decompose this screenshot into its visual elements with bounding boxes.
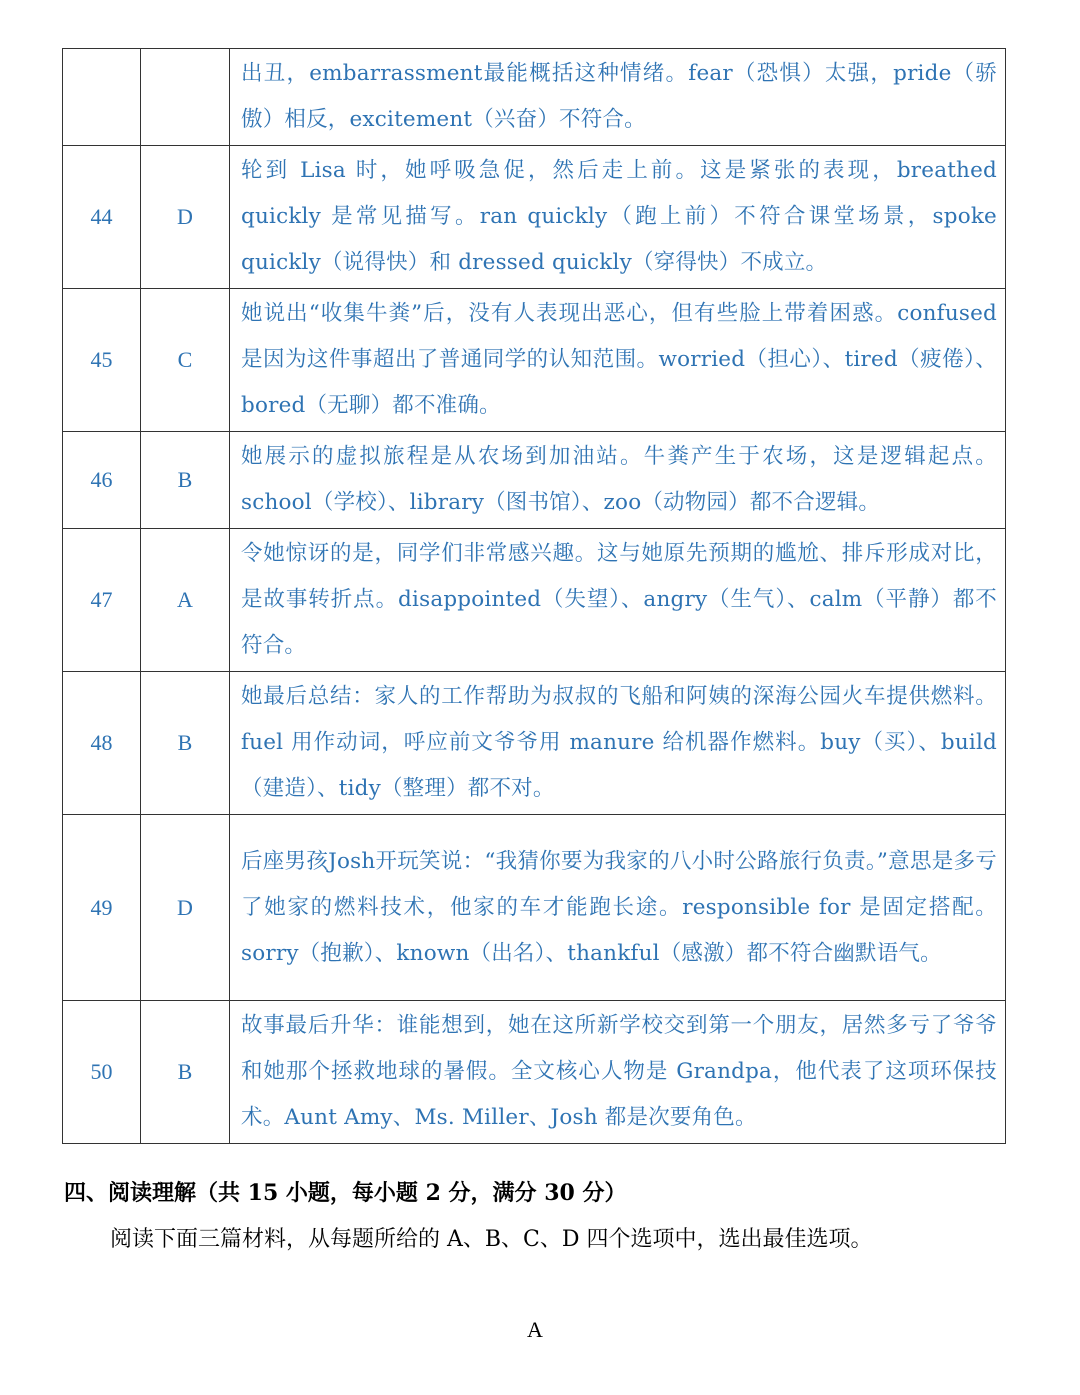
table-row <box>63 289 1006 432</box>
table-row <box>63 432 1006 529</box>
answer-letter: D <box>141 146 230 289</box>
question-number: 47 <box>63 529 141 672</box>
answer-letter: B <box>141 672 230 815</box>
table-row <box>63 49 1006 146</box>
section-instruction: 阅读下面三篇材料，从每题所给的 A、B、C、D 四个选项中，选出最佳选项。 <box>110 1227 873 1252</box>
explanation-text: 她最后总结：家人的工作帮助为叔叔的飞船和阿姨的深海公园火车提供燃料。fuel 用作动词，呼应前文爷爷用 manure 给机器作燃料。buy（买）、build（建造）、tidy（整理）都不对。 <box>230 672 1006 815</box>
question-number: 44 <box>63 146 141 289</box>
question-number: 45 <box>63 289 141 432</box>
answer-explanation-table <box>62 48 1006 1144</box>
question-number: 50 <box>63 1001 141 1144</box>
explanation-text: 出丑，embarrassment最能概括这种情绪。fear（恐惧）太强，pride（骄傲）相反，excitement（兴奋）不符合。 <box>230 49 1006 146</box>
table-row <box>63 1001 1006 1144</box>
passage-label: A <box>527 1317 543 1342</box>
answer-letter: A <box>141 529 230 672</box>
answer-letter: B <box>141 432 230 529</box>
table-row <box>63 672 1006 815</box>
answer-letter: B <box>141 1001 230 1144</box>
explanation-text: 她展示的虚拟旅程是从农场到加油站。牛粪产生于农场，这是逻辑起点。school（学校）、library（图书馆）、zoo（动物园）都不合逻辑。 <box>230 432 1006 529</box>
explanation-text: 后座男孩Josh开玩笑说：“我猜你要为我家的八小时公路旅行负责。”意思是多亏了她家的燃料技术，他家的车才能跑长途。responsible for 是固定搭配。sorry（抱歉）、known（出名）、thankful（感激）都不符合幽默语气。 <box>230 815 1006 1001</box>
explanation-text: 她说出“收集牛粪”后，没有人表现出恶心，但有些脸上带着困惑。confused 是因为这件事超出了普通同学的认知范围。worried（担心）、tired（疲倦）、bored（无聊）都不准确。 <box>230 289 1006 432</box>
question-number: 48 <box>63 672 141 815</box>
question-number: 49 <box>63 815 141 1001</box>
explanation-text: 轮到 Lisa 时，她呼吸急促，然后走上前。这是紧张的表现，breathed quickly 是常见描写。ran quickly（跑上前）不符合课堂场景，spoke quickly（说得快）和 dressed quickly（穿得快）不成立。 <box>230 146 1006 289</box>
question-number <box>63 49 141 146</box>
answer-letter: C <box>141 289 230 432</box>
explanation-text: 令她惊讶的是，同学们非常感兴趣。这与她原先预期的尴尬、排斥形成对比，是故事转折点。disappointed（失望）、angry（生气）、calm（平静）都不符合。 <box>230 529 1006 672</box>
explanation-text: 故事最后升华：谁能想到，她在这所新学校交到第一个朋友，居然多亏了爷爷和她那个拯救地球的暑假。全文核心人物是 Grandpa，他代表了这项环保技术。Aunt Amy、Ms. Miller、Josh 都是次要角色。 <box>230 1001 1006 1144</box>
answer-letter: D <box>141 815 230 1001</box>
table-row <box>63 815 1006 1001</box>
answer-letter <box>141 49 230 146</box>
section-heading: 四、阅读理解（共 15 小题，每小题 2 分，满分 30 分） <box>64 1180 627 1206</box>
table-row <box>63 146 1006 289</box>
question-number: 46 <box>63 432 141 529</box>
table-row <box>63 529 1006 672</box>
